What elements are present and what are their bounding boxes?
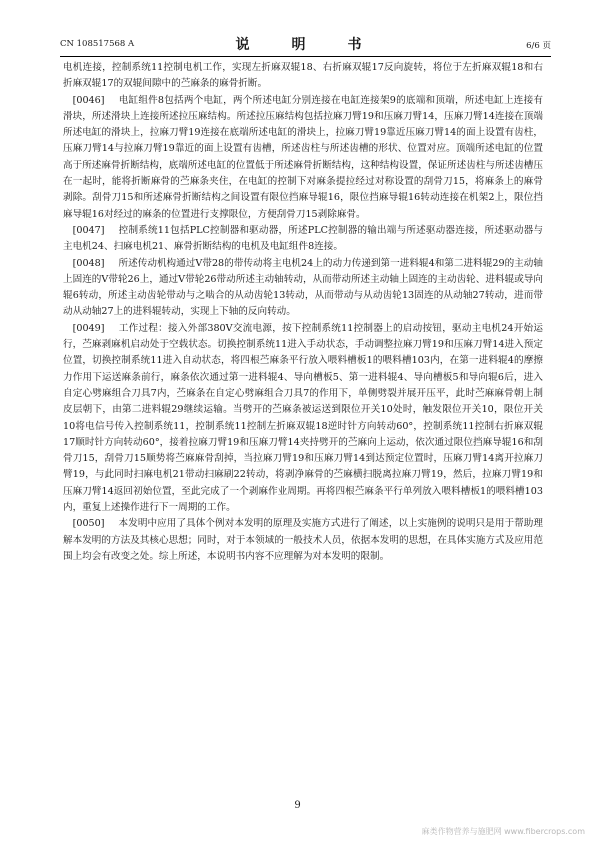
paragraph-0050 <box>63 516 543 565</box>
paragraph-0047 <box>63 223 543 256</box>
paragraph-number: [0047] <box>72 224 105 236</box>
paragraph-0046 <box>63 93 543 223</box>
document-body <box>63 60 543 565</box>
paragraph-number: [0048] <box>72 257 105 269</box>
page-header <box>60 33 551 55</box>
document-number: CN 108517568 A <box>60 39 135 49</box>
document-title: 说 明 书 <box>235 37 376 53</box>
paragraph-number: [0050] <box>72 518 105 530</box>
paragraph-text: 电缸组件8包括两个电缸，两个所述电缸分别连接在电缸连接架9的底端和顶端，所述电缸上连接有滑块，所述滑块上连接所述拉压麻结构。所述拉压麻结构包括拉麻刀臂19和压麻刀臂14，压麻刀臂14连接在顶端所述电缸的滑块上，拉麻刀臂19连接在底端所述电缸的滑块上，拉麻刀臂19靠近压麻刀臂14的面上设置有齿柱，压麻刀臂14与拉麻刀臂19靠近的面上设置有齿槽，所述齿柱与所述齿槽的形状、位置对应。顶端所述电缸的位置高于所述麻骨折断结构，底端所述电缸的位置低于所述麻骨折断结构，这种结构设置，保证所述齿柱与所述齿槽压在一起时，能将折断麻骨的苎麻条夹住，在电缸的控制下对麻条提拉经过对称设置的刮骨刀15，将麻条上的麻骨剥除。刮骨刀15和所述麻骨折断结构之间设置有限位挡麻导辊16，限位挡麻导辊16转动连接在机架2上，限位挡麻导辊16对经过的麻条的位置进行支撑限位，方便刮骨刀15剥除麻骨。 <box>63 94 543 220</box>
paragraph-text: 控制系统11包括PLC控制器和驱动器，所述PLC控制器的输出端与所述驱动器连接，所述驱动器与主电机24、扫麻电机21、麻骨折断结构的电机及电缸组件8连接。 <box>63 224 543 253</box>
paragraph-text: 本发明中应用了具体个例对本发明的原理及实施方式进行了阐述，以上实施例的说明只是用于帮助理解本发明的方法及其核心思想；同时，对于本领域的一般技术人员，依据本发明的思想，在具体实施方式及应用范围上均会有改变之处。综上所述，本说明书内容不应理解为对本发明的限制。 <box>63 518 543 562</box>
page-number: 9 <box>294 800 301 811</box>
paragraph-0048 <box>63 256 543 321</box>
page-indicator: 6/6 页 <box>526 41 551 51</box>
paragraph-number: [0046] <box>72 94 105 106</box>
header-rule <box>60 56 551 57</box>
paragraph-text: 电机连接，控制系统11控制电机工作，实现左折麻双辊18、右折麻双辊17反向旋转，将位于左折麻双辊18和右折麻双辊17的双辊间隙中的苎麻条的麻骨折断。 <box>63 62 543 90</box>
site-watermark: 麻类作物营养与施肥网 www.fibercrops.com <box>421 827 585 836</box>
paragraph <box>63 60 543 93</box>
paragraph-number: [0049] <box>72 322 105 334</box>
paragraph-0049 <box>63 321 543 517</box>
paragraph-text: 工作过程：接入外部380V交流电源，按下控制系统11控制器上的启动按钮，驱动主电机24开始运行，苎麻剥麻机启动处于空载状态。切换控制系统11进入手动状态，手动调整拉麻刀臂19和压麻刀臂14进入预定位置，切换控制系统11进入自动状态，将四根苎麻条平行放入喂料槽板1的喂料槽103内，在第一进料辊4的摩擦力作用下运送麻条前行，麻条依次通过第一进料辊4、导向槽板5、第一进料辊4、导向槽板5和导向辊6后，进入自定心劈麻组合刀具7内，苎麻条在自定心劈麻组合刀具7的作用下，单侧劈裂并展开压平，此时苎麻麻骨朝上制皮层朝下，由第二进料辊29继续运输。当劈开的苎麻条被运送到限位开关10处时，触发限位开关10，限位开关10将电信号传入控制系统11，控制系统11控制左折麻双辊18逆时针方向转动60°，控制系统11控制右折麻双辊17顺时针方向转动60°，接着拉麻刀臂19和压麻刀臂14夹持劈开的苎麻向上运动，依次通过限位挡麻导辊16和刮骨刀15，刮骨刀15顺势将苎麻麻骨刮掉，当拉麻刀臂19和压麻刀臂14到达预定位置时，压麻刀臂14离开拉麻刀臂19，与此同时扫麻电机21带动扫麻刷22转动，将剥净麻骨的苎麻横扫脱离拉麻刀臂19，然后，拉麻刀臂19和压麻刀臂14返回初始位置，至此完成了一个剥麻作业周期。再将四根苎麻条平行单列放入喂料槽板1的喂料槽103内，重复上述操作进行下一周期的工作。 <box>63 322 543 514</box>
paragraph-text: 所述传动机构通过V带28的带传动将主电机24上的动力传递到第一进料辊4和第二进料辊29的主动轴上固连的V带轮26上，通过V带轮26带动所述主动轴转动，从而带动所述主动轴上固连的主动齿轮、进料辊或导向辊6转动，所述主动齿轮带动与之啮合的从动齿轮13转动，从而带动与从动齿轮13固连的从动轴27转动，进而带动从动轴27上的进料辊转动，实现上下轴的反向转动。 <box>63 257 543 318</box>
